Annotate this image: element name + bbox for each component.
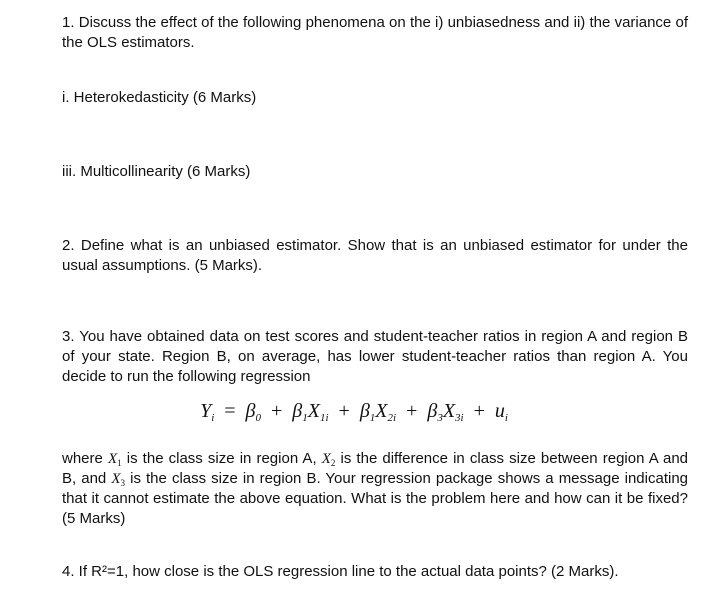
question-1-item-multicollinearity: iii. Multicollinearity (6 Marks) xyxy=(62,163,251,180)
question-4: 4. If R²=1, how close is the OLS regression line to the actual data points? (2 Marks). xyxy=(62,563,619,580)
question-3-intro: 3. You have obtained data on test scores and student-teacher ratios in region A and region B of your state. Region B, on average, has lower student-teacher ratios than region A. You decide to run the following regression xyxy=(62,328,688,385)
question-2: 2. Define what is an unbiased estimator. Show that is an unbiased estimator for under the usual assumptions. (5 Marks). xyxy=(62,237,688,274)
variable-x2: $X_2$ xyxy=(321,451,336,468)
variable-x1: $X_1$ xyxy=(107,451,122,468)
variable-x3: $X_3$ xyxy=(111,471,126,488)
question-1-item-heteroskedasticity: i. Heterokedasticity (6 Marks) xyxy=(62,89,257,106)
question-3-body: where $X_1$ is the class size in region A, $X_2$ is the difference in class size between region A and B, and $X_3$ is the class size in region B. Your regression package shows a message indicating that it cannot estimate the above equation. What is the problem here and how can it be fixed? (5 Marks) xyxy=(62,450,689,527)
question-1: 1. Discuss the effect of the following phenomena on the i) unbiasedness and ii) the variance of the OLS estimators. xyxy=(62,14,688,51)
regression-equation: $Y_i = \beta_0 + \beta_1X_{1i} + \beta_1X_{2i} + \beta_3X_{3i} + u_i$ xyxy=(200,400,508,424)
